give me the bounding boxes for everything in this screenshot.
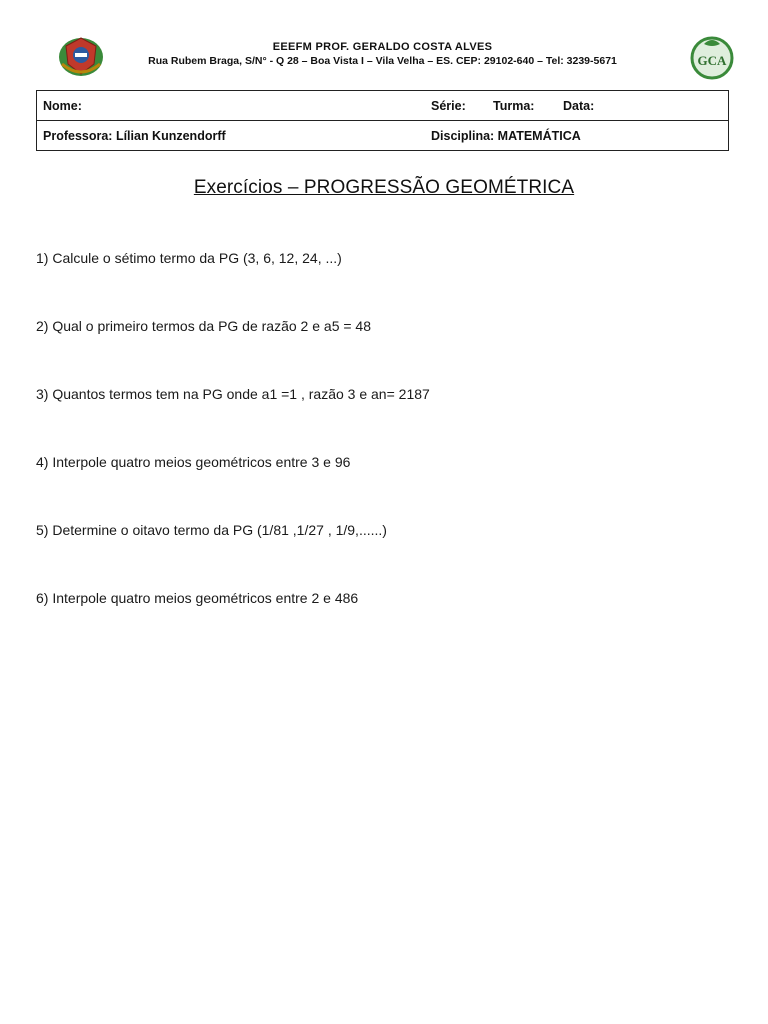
question-item: 3) Quantos termos tem na PG onde a1 =1 , razão 3 e an= 2187	[36, 386, 430, 402]
question-list	[36, 250, 736, 658]
disciplina-cell	[425, 121, 729, 151]
info-row-teacher	[37, 121, 729, 151]
serie-label: Série:	[431, 98, 466, 113]
school-emblem-icon	[690, 34, 734, 80]
class-info-cell	[425, 91, 729, 121]
info-row-student	[37, 91, 729, 121]
question-item: 6) Interpole quatro meios geométricos entre 2 e 486	[36, 590, 359, 606]
student-info-table	[36, 90, 729, 151]
question-item: 4) Interpole quatro meios geométricos entre 3 e 96	[36, 454, 351, 470]
page-title: Exercícios – PROGRESSÃO GEOMÉTRICA	[193, 177, 575, 198]
question-item: 5) Determine o oitavo termo da PG (1/81 ,1/27 , 1/9,......)	[36, 522, 387, 538]
data-label: Data:	[563, 98, 595, 113]
professora-cell	[37, 121, 426, 151]
school-address: Rua Rubem Braga, S/N° - Q 28 – Boa Vista I – Vila Velha – ES. CEP: 29102-640 – Tel: 3239-5671	[148, 55, 617, 67]
school-info	[110, 41, 655, 68]
nome-cell[interactable]	[37, 91, 426, 121]
disciplina-label: Disciplina: MATEMÁTICA	[431, 128, 581, 143]
school-name: EEEFM PROF. GERALDO COSTA ALVES	[272, 41, 493, 53]
professora-label: Professora: Lílian Kunzendorff	[43, 128, 226, 143]
svg-text:GCA: GCA	[697, 53, 727, 68]
page-header	[0, 30, 768, 90]
nome-label: Nome:	[43, 98, 82, 113]
question-item: 2) Qual o primeiro termos da PG de razão 2 e a5 = 48	[36, 318, 372, 334]
state-coat-of-arms-icon	[56, 34, 106, 80]
question-item: 1) Calcule o sétimo termo da PG (3, 6, 12, 24, ...)	[36, 250, 342, 266]
turma-label: Turma:	[493, 98, 535, 113]
